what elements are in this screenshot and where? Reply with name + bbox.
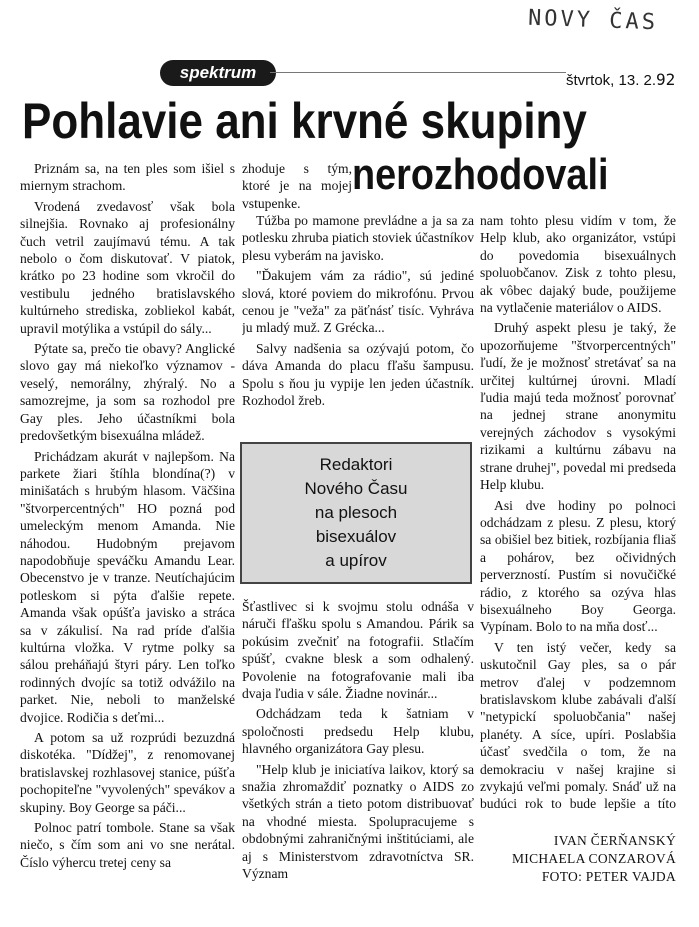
paragraph: Druhý aspekt plesu je taký, že upozorňujeme "štvorpercentných" ľudí, že je možnosť stretávať sa na určitej kultúrnej úrovni. Mladí ľudia majú teda možnosť porovnať na jednej strane anonymitu verejných záchodov s vysokými rizikami a kultúrnu zábavu na strane druhej", povedal mi predseda Help klubu. <box>480 320 676 493</box>
headline-line-1: Pohlavie ani krvné skupiny <box>22 93 587 149</box>
paragraph: Pýtate sa, prečo tie obavy? Anglické slovo gay má niekoľko významov - veselý, nemorálny, zhýralý. No a samozrejme, ja som sa rozhodol pre Gay ples. Jeho účastníkmi bola predovšetkým bisexuálna mládež. <box>20 341 235 444</box>
article-column-2-top <box>242 160 352 212</box>
handwritten-year: 92 <box>656 70 676 89</box>
section-divider <box>270 72 566 73</box>
paragraph: Salvy nadšenia sa ozývajú potom, čo dáva Amanda do placu fľašu šampusu. Spolu s ňou ju vypije len jeden účastník. Rozhodol žreb. <box>242 340 474 409</box>
article-column-3 <box>480 212 676 812</box>
paragraph: Vrodená zvedavosť však bola silnejšia. Rovnako aj profesionálny čuch vetril zaujímavú tému. A tak nebolo o čom diskutovať. V piatok, krátko po 23 hodine som vkročil do vestibulu jedného bratislavského kultúrneho strediska, zobliekol kabát, upravil motýlika a vstúpil do sály... <box>20 198 235 336</box>
article-column-2-upper <box>242 212 474 432</box>
promo-box <box>240 442 472 584</box>
paragraph: Prichádzam akurát v najlepšom. Na parkete žiari štíhla blondína(?) v minišatách s hrubým hlasom. Väčšina "štvorpercentných" HO pozná pod umeleckým menom Amanda. Nie náhodou. Hudobným prejavom napodobňuje speváčku Amandu Lear. Obecenstvo je v tranze. Neutíchajúcim potleskom si pýta ďalšie repete. Amanda však opúšťa javisko a stráca sa v zákulisí. Na rad príde ďalšia kultúrna vložka. V rytme polky sa sálou preháňajú štyri páry. Len toľko rodinných dvojíc sa totiž odvážilo na parket. Nie, neboli to manželské dvojice. Rodičia s deťmi... <box>20 448 235 725</box>
paragraph: V ten istý večer, kedy sa uskutočnil Gay ples, sa o pár metrov ďalej v podzemnom bratislavskom klube zabávali ďalší "netypickí spoluobčania" našej planéty. A síce, upíri. Poslabšia účasť svedčila o tom, že na demokraciu v našej krajine si zvykajú veľmi pomaly. Snáď už na budúci rok to bude lepšie a títo <box>480 639 676 812</box>
promo-box-text <box>304 453 407 573</box>
paragraph: Šťastlivec si k svojmu stolu odnáša v náruči fľašku spolu s Amandou. Párik sa pokúsim zvečniť na fotografii. Stlačím spúšť, cvakne blesk a som odhalený. Povolenie na fotografovanie mali iba dvaja ľudia v sále. Žiadne novinár... <box>242 599 474 702</box>
paragraph: zhoduje s tým, ktoré je na mojej vstupenke. <box>242 161 352 211</box>
promo-line: Nového Času <box>304 479 408 498</box>
article-column-1 <box>20 160 235 890</box>
paragraph: Túžba po mamone prevládne a ja sa za potlesku zhruba piatich stoviek účastníkov plesu vyberám na javisko. <box>242 213 474 263</box>
paragraph: Priznám sa, na ten ples som išiel s miernym strachom. <box>20 161 235 194</box>
paragraph: A potom sa už rozprúdi bezuzdná diskotéka. "Dídžej", z renomovanej bratislavskej rozhlasovej stanice, púšťa pochopiteľne "vyvolených" spevákov a skupiny. Boy George sa páči... <box>20 730 235 815</box>
promo-line: Redaktori <box>319 455 393 474</box>
section-badge: spektrum <box>160 60 276 86</box>
author-credits <box>468 832 676 886</box>
handwritten-source-note: NOVY ČAS <box>527 5 659 36</box>
date-line <box>566 70 675 89</box>
paragraph: "Ďakujem vám za rádio", sú jediné slová, ktoré poviem do mikrofónu. Prvou cenou je "veža" za päťnásť tisíc. Vyhráva ju mladý muž. Z Grécka... <box>242 268 474 336</box>
paragraph: Odchádzam teda k šatniam v spoločnosti predsedu Help klubu, hlavného organizátora Gay plesu. <box>242 706 474 757</box>
paragraph: Polnoc patrí tombole. Stane sa však niečo, s čím som ani vo sne nerátal. Číslo výhercu tretej ceny sa <box>20 820 235 870</box>
date-text: štvrtok, 13. 2. <box>566 72 657 89</box>
promo-line: na plesoch <box>314 503 398 522</box>
credit-line: MICHAELA CONZAROVÁ <box>511 851 676 866</box>
paragraph: Asi dve hodiny po polnoci odchádzam z plesu. Z plesu, ktorý sa obišiel bez bitiek, rozbíjania fliaš a pohárov, bez očividných perverzností. Pustím si novučičké rádio, z ktorého sa ozýva hlas bisexuálneho Boy Georga. Vypínam. Bolo to na mňa dosť... <box>480 497 676 635</box>
paragraph: "Help klub je iniciatíva laikov, ktorý sa snažia zhromaždiť poznatky o AIDS zo všetkých strán a tieto potom distribuovať na vhodné miesta. Spolupracujeme s obdobnými zahraničnými inštitúciami, ale aj s Ministerstvom zdravotníctva SR. Význam <box>242 761 474 882</box>
credit-line: FOTO: PETER VAJDA <box>541 869 676 884</box>
headline-line-2: nerozhodovali <box>352 150 609 199</box>
paragraph: nam tohto plesu vidím v tom, že Help klub, ako organizátor, vstúpi do povedomia bisexuálnych spoluobčanov. Zisk z tohto plesu, ak vôbec dajaký bude, použijeme na vytlačenie materiálov o AIDS. <box>480 213 676 316</box>
credit-line: IVAN ČERŇANSKÝ <box>553 833 676 848</box>
promo-line: a upírov <box>325 551 387 570</box>
promo-line: bisexuálov <box>315 527 397 546</box>
article-column-2-lower <box>242 598 474 898</box>
